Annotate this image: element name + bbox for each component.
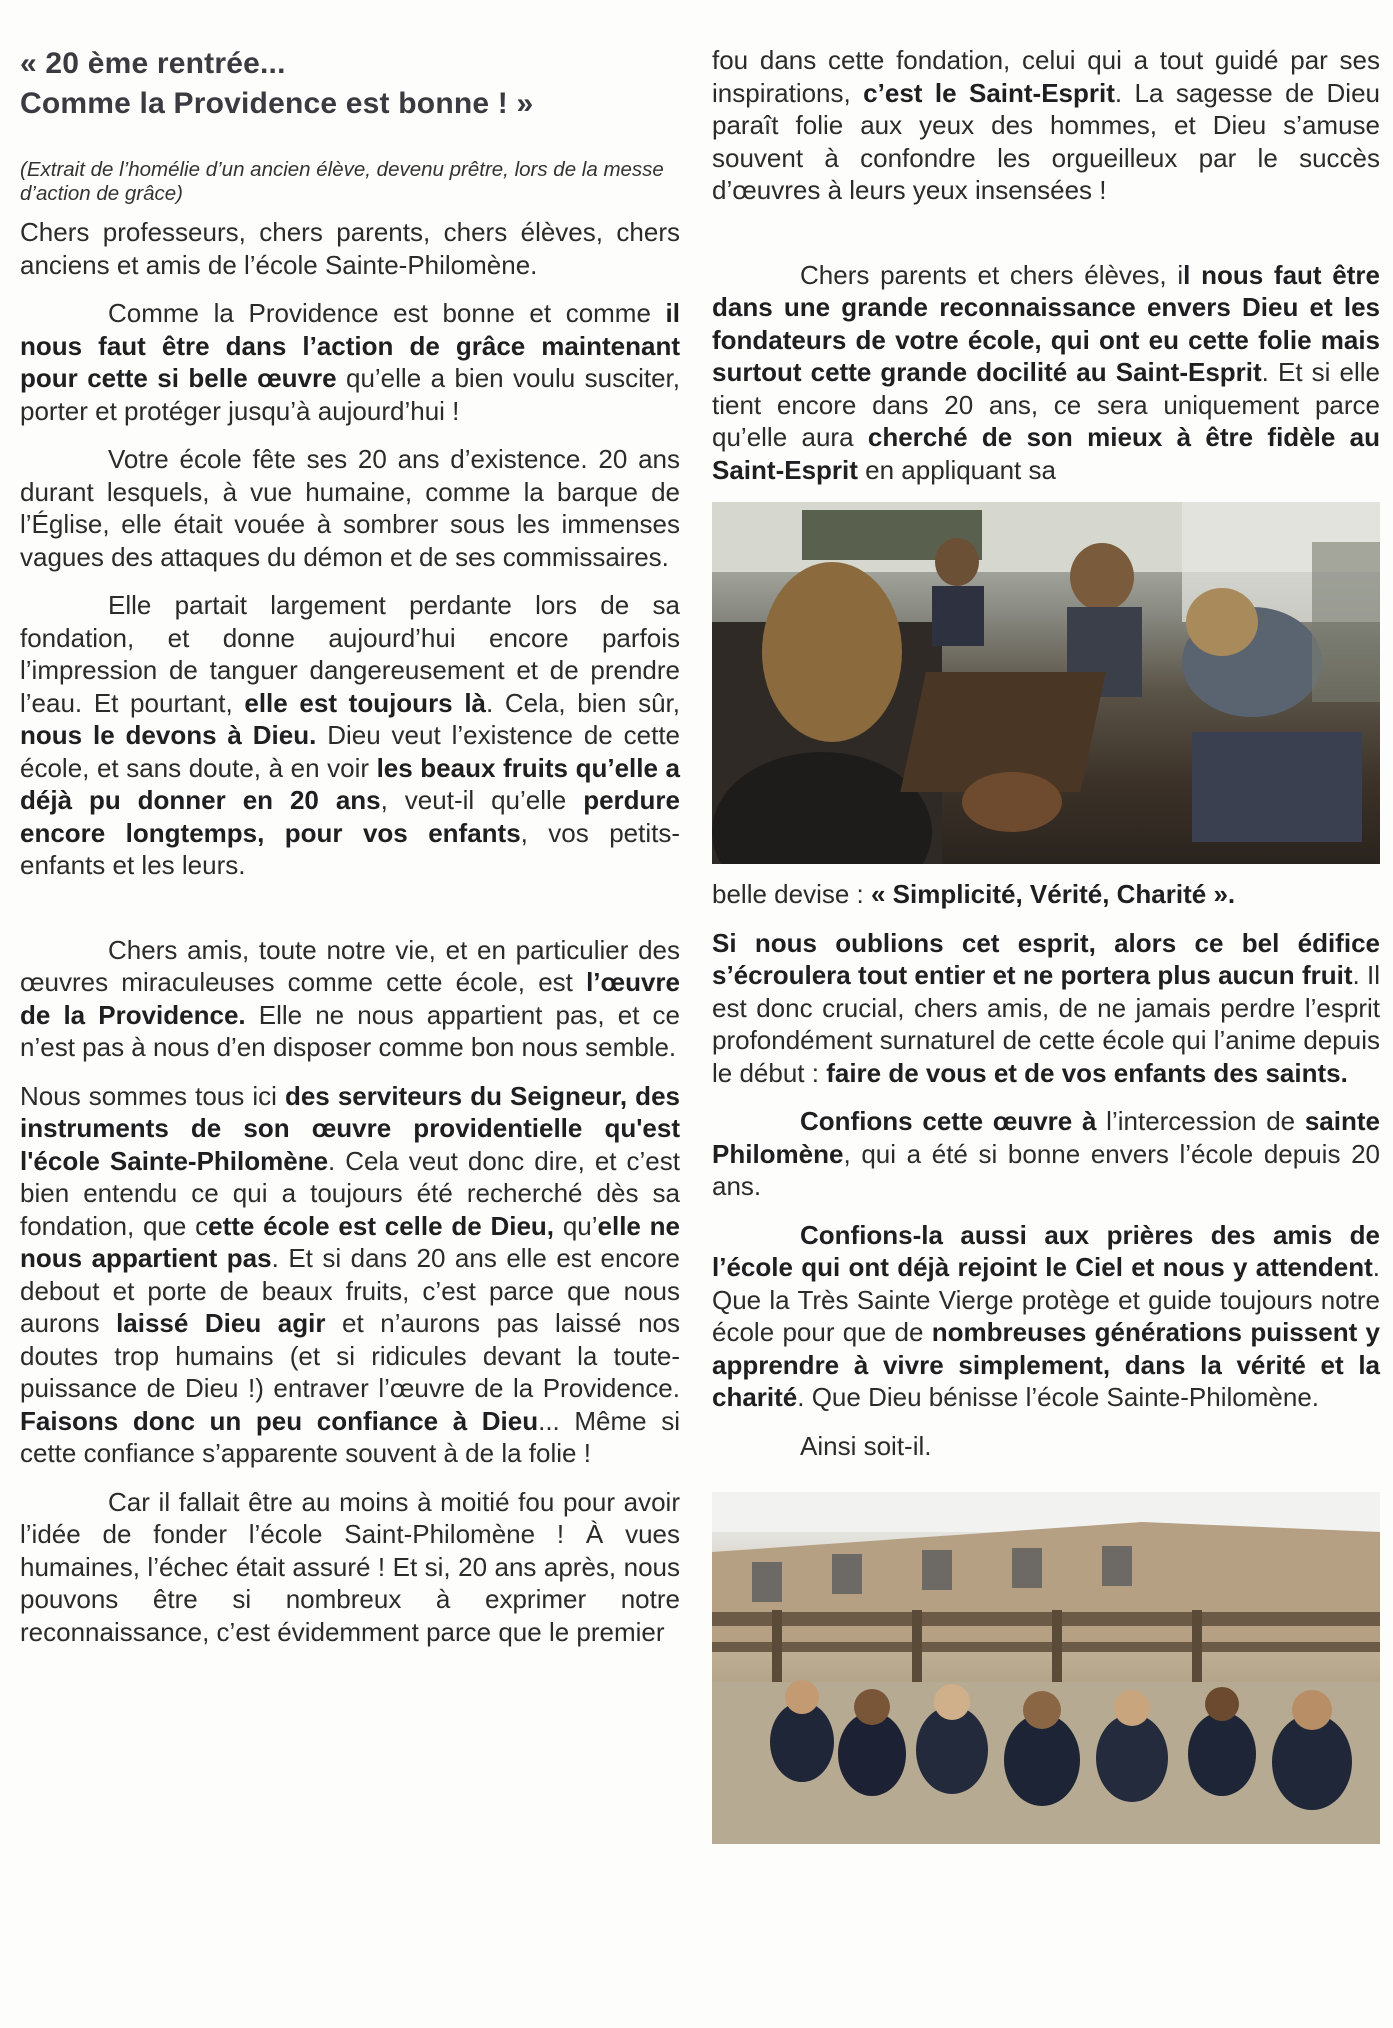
title-line-1: « 20 ème rentrée...: [20, 47, 286, 80]
spacer: [712, 223, 1380, 259]
paragraph: Confions cette œuvre à l’intercession de sainte Philomène, qui a été si bonne envers l’école depuis 20 ans.: [712, 1106, 1380, 1201]
paragraph: fou dans cette fondation, celui qui a tout guidé par ses inspirations, c’est le Saint-Esprit. La sagesse de Dieu paraît folie aux yeux des hommes, et Dieu s’amuse souvent à confondre les orgueilleux par le succès d’œuvres à leurs yeux insensées !: [712, 45, 1380, 205]
title-line-2: Comme la Providence est bonne ! »: [20, 87, 534, 120]
left-column: [20, 44, 680, 1664]
schoolyard-photo-illustration: [712, 1492, 1380, 1844]
paragraph: Confions-la aussi aux prières des amis de l’école qui ont déjà rejoint le Ciel et nous y attendent. Que la Très Sainte Vierge protège et guide toujours notre école pour que de nombreuses générations puissent y apprendre à vivre simplement, dans la vérité et la charité. Que Dieu bénisse l’école Sainte-Philomène.: [712, 1219, 1380, 1412]
paragraph: Car il fallait être au moins à moitié fou pour avoir l’idée de fonder l’école Saint-Philomène ! À vues humaines, l’échec était assuré ! Et si, 20 ans après, nous pouvons être si nombreux à exprimer notre reconnaissance, c’est évidemment parce que le premier: [20, 1486, 680, 1647]
paragraph: Chers parents et chers élèves, il nous faut être dans une grande reconnaissance envers Dieu et les fondateurs de votre école, qui ont eu cette folie mais surtout cette grande docilité au Saint-Esprit. Et si elle tient encore dans 20 ans, ce sera uniquement parce qu’elle aura cherché de son mieux à être fidèle au Saint-Esprit en appliquant sa: [712, 259, 1381, 485]
paragraph: Comme la Providence est bonne et comme il nous faut être dans l’action de grâce maintenant pour cette si belle œuvre qu’elle a bien voulu susciter, porter et protéger jusqu’à aujourd’hui !: [20, 298, 680, 426]
paragraph: Votre école fête ses 20 ans d’existence. 20 ans durant lesquels, à vue humaine, comme la barque de l’Église, elle était vouée à sombrer sous les immenses vagues des attaques du démon et de ses commissaires.: [20, 444, 680, 572]
classroom-photo-illustration: [712, 502, 1380, 864]
paragraph: Chers professeurs, chers parents, chers élèves, chers anciens et amis de l’école Sainte-Philomène.: [20, 217, 680, 280]
paragraph: Si nous oublions cet esprit, alors ce bel édifice s’écroulera tout entier et ne portera plus aucun fruit. Il est donc crucial, chers amis, de ne jamais perdre l’esprit profondément surnaturel de cette école qui l’anime depuis le début : faire de vous et de vos enfants des saints.: [712, 927, 1380, 1088]
closing: Ainsi soit-il.: [800, 1430, 932, 1461]
article-subtitle: (Extrait de l’homélie d’un ancien élève, devenu prêtre, lors de la messe d’action de grâce): [20, 158, 664, 205]
article-title: [20, 44, 680, 124]
schoolyard-photo: [712, 1492, 1380, 1844]
classroom-photo: [712, 502, 1380, 864]
right-column: [712, 44, 1380, 1858]
spacer: [20, 898, 680, 934]
paragraph: belle devise : « Simplicité, Vérité, Charité ».: [712, 879, 1236, 909]
paragraph: Elle partait largement perdante lors de sa fondation, et donne aujourd’hui encore parfois l’impression de tanguer dangereusement et de prendre l’eau. Et pourtant, elle est toujours là. Cela, bien sûr, nous le devons à Dieu. Dieu veut l’existence de cette école, et sans doute, à en voir les beaux fruits qu’elle a déjà pu donner en 20 ans, veut-il qu’elle perdure encore longtemps, pour vos enfants, vos petits-enfants et les leurs.: [20, 590, 681, 880]
paragraph: Nous sommes tous ici des serviteurs du Seigneur, des instruments de son œuvre providentielle qu'est l'école Sainte-Philomène. Cela veut donc dire, et c’est bien entendu ce qui a toujours été recherché dès sa fondation, que cette école est celle de Dieu, qu’elle ne nous appartient pas. Et si dans 20 ans elle est encore debout et porte de beaux fruits, c’est parce que nous aurons laissé Dieu agir et n’aurons pas laissé nos doutes trop humains (et si ridicules devant la toute-puissance de Dieu !) entraver l’œuvre de la Providence. Faisons donc un peu confiance à Dieu... Même si cette confiance s’apparente souvent à de la folie !: [20, 1080, 680, 1468]
paragraph: Chers amis, toute notre vie, et en particulier des œuvres miraculeuses comme cette école, est l’œuvre de la Providence. Elle ne nous appartient pas, et ce n’est pas à nous d’en disposer comme bon nous semble.: [20, 934, 680, 1062]
